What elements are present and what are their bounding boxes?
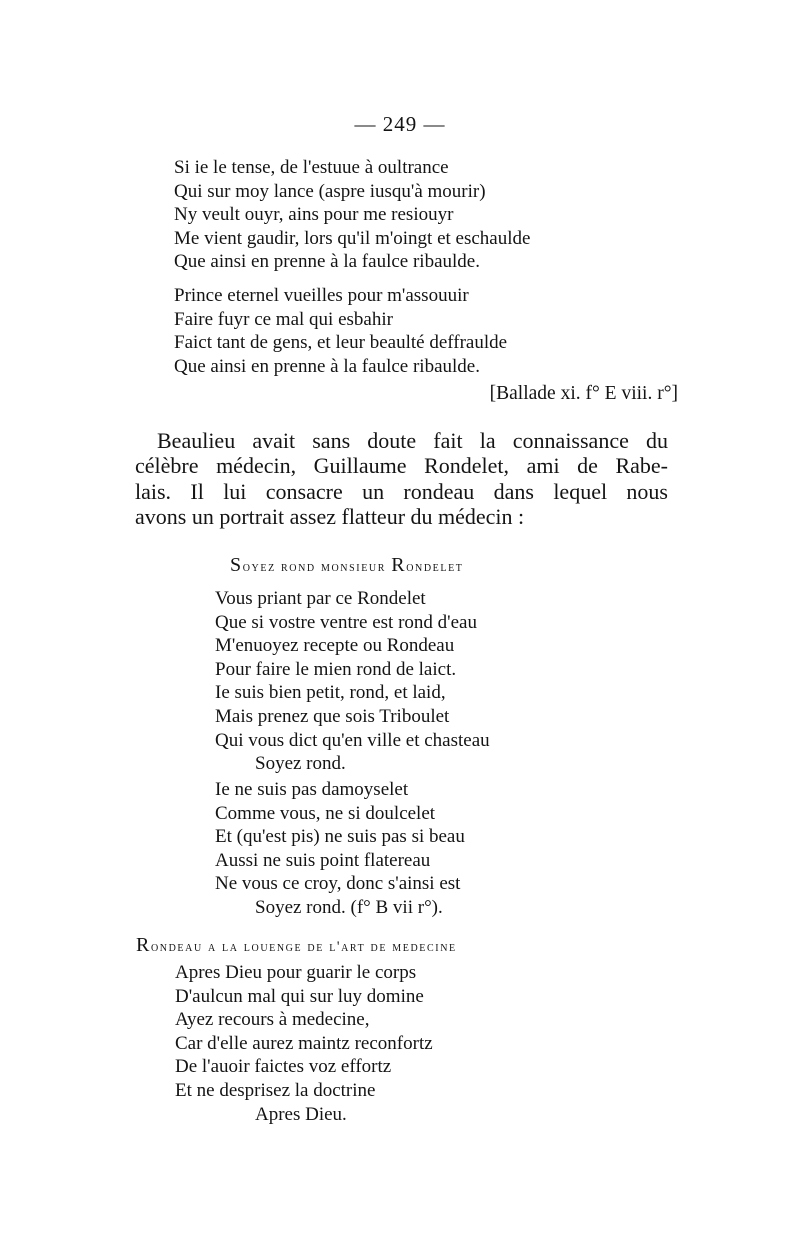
prose-line: Beaulieu avait sans doute fait la connaissance du (157, 428, 668, 453)
verse-line: Ie ne suis pas damoyselet (215, 779, 409, 800)
verse-line: De l'auoir faictes voz effortz (175, 1056, 392, 1078)
verse-line: Ny veult ouyr, ains pour me resiouyr (174, 204, 454, 226)
verse-line: D'aulcun mal qui sur luy domine (175, 985, 424, 1007)
verse-line: Ie suis bien petit, rond, et laid, (215, 682, 446, 704)
verse-line: Me vient gaudir, lors qu'il m'oingt et eschaulde (174, 227, 531, 249)
verse-line: Apres Dieu pour guarir le corps (175, 962, 417, 983)
ballade-citation: [Ballade xi. f° E viii. r°] (489, 383, 678, 404)
verse-line: Car d'elle aurez maintz reconfortz (175, 1032, 433, 1054)
verse-line: Pour faire le mien rond de laict. (215, 658, 457, 680)
title-initial: S (230, 554, 243, 576)
verse-line: M'enuoyez recepte ou Rondeau (215, 635, 455, 657)
verse-line: Et ne desprisez la doctrine (175, 1079, 376, 1101)
title-initial: R (391, 554, 407, 576)
verse-line: Si ie le tense, de l'estuue à oultrance (174, 157, 449, 178)
prose-line: avons un portrait assez flatteur du médecin : (135, 503, 525, 529)
title-text: ondeau a la louenge de l'art de medecine (150, 939, 457, 955)
ballade-envoi (174, 284, 507, 378)
refrain-line: Soyez rond. (f° B vii r°). (255, 896, 443, 918)
verse-line: Ne vous ce croy, donc s'ainsi est (215, 873, 461, 895)
prose-paragraph (135, 428, 668, 529)
ballade-stanza (174, 156, 530, 274)
verse-line: Que si vostre ventre est rond d'eau (215, 611, 477, 633)
verse-line: Que ainsi en prenne à la faulce ribaulde. (174, 251, 480, 273)
title-text: oyez rond monsieur (242, 559, 392, 575)
verse-line: Vous priant par ce Rondelet (215, 588, 426, 609)
verse-line: Aussi ne suis point flatereau (215, 849, 431, 871)
verse-line: Faict tant de gens, et leur beaulté deffraulde (174, 332, 508, 354)
verse-line: Faire fuyr ce mal qui esbahir (174, 308, 393, 330)
verse-line: Qui sur moy lance (aspre iusqu'à mourir) (174, 180, 486, 202)
refrain-line: Soyez rond. (255, 753, 346, 775)
verse-line: Ayez recours à medecine, (175, 1009, 370, 1031)
title-initial: R (136, 934, 151, 956)
verse-line: Prince eternel vueilles pour m'assouuir (174, 285, 469, 306)
verse-line: Et (qu'est pis) ne suis pas si beau (215, 826, 465, 848)
page-number: — 249 — (354, 112, 446, 136)
rondeau-1-stanza-1 (215, 587, 490, 776)
verse-line: Qui vous dict qu'en ville et chasteau (215, 729, 490, 751)
refrain-line: Apres Dieu. (255, 1103, 347, 1125)
rondeau-1-title (230, 554, 464, 577)
prose-line: lais. Il lui consacre un rondeau dans lequel nous (135, 478, 668, 504)
rondeau-2-stanza (175, 961, 433, 1126)
verse-line: Comme vous, ne si doulcelet (215, 802, 436, 824)
prose-line: célèbre médecin, Guillaume Rondelet, ami de Rabe- (135, 453, 668, 479)
verse-line: Que ainsi en prenne à la faulce ribaulde. (174, 355, 480, 377)
verse-line: Mais prenez que sois Triboulet (215, 705, 450, 727)
title-text: ondelet (406, 559, 464, 575)
rondeau-2-title (136, 934, 457, 957)
rondeau-1-stanza-2 (215, 778, 465, 920)
